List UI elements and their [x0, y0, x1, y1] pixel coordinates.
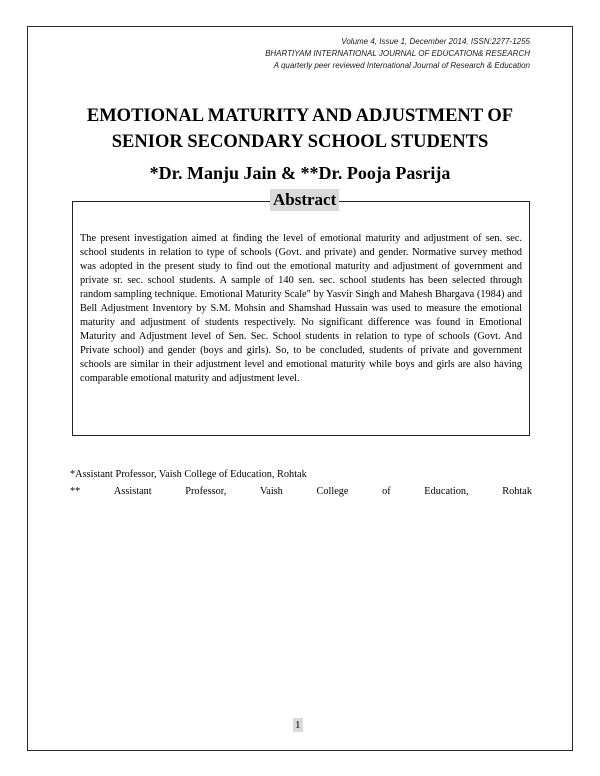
footnote-first-author: *Assistant Professor, Vaish College of Education, Rohtak	[70, 469, 307, 480]
header-journal-description: A quarterly peer reviewed International Journal of Research & Education	[273, 61, 530, 70]
journal-header	[110, 36, 530, 72]
page-number: 1	[295, 719, 301, 731]
footnote-word: Education,	[424, 486, 469, 497]
paper-title-line-1: EMOTIONAL MATURITY AND ADJUSTMENT OF	[86, 106, 514, 126]
footnote-word: **	[70, 486, 81, 497]
footnote-word: College	[316, 486, 349, 497]
paper-authors: *Dr. Manju Jain & **Dr. Pooja Pasrija	[149, 163, 451, 183]
footnote-second-author	[70, 485, 532, 499]
paper-title-line-2: SENIOR SECONDARY SCHOOL STUDENTS	[111, 132, 489, 152]
footnote-word: Assistant	[113, 486, 152, 497]
header-volume-line: Volume 4, Issue 1, December 2014, ISSN:2277-1255	[341, 37, 530, 46]
abstract-text: The present investigation aimed at finding the level of emotional maturity and adjustment of sen. sec. school students in relation to type of schools (Govt. and private) and gender. Normative survey method was adopted in the present study to find out the emotional maturity and adjustment of government and private sr. sec. school students. A sample of 140 sen. sec. school students has been selected through random sampling technique. Emotional Maturity Scale" by Yasvir Singh and Mahesh Bhargava (1984) and Bell Adjustment Inventory by S.M. Mohsin and Shamshad Hussain was used to measure the emotional maturity and adjustment of students respectively. No significant difference was found in Emotional Maturity and Adjustment level of Sen. Sec. School students in relation to type of schools (Govt. And Private school) and gender (boys and girls). So, to be concluded, students of private and government schools are similar in their adjustment level and emotional maturity while boys and girls are also having comparable emotional maturity and adjustment level.	[80, 233, 522, 384]
abstract-heading: Abstract	[270, 189, 339, 211]
header-journal-name: BHARTIYAM INTERNATIONAL JOURNAL OF EDUCATION& RESEARCH	[265, 49, 530, 58]
footnote-word: Professor,	[185, 486, 227, 497]
footnote-word: of	[382, 486, 391, 497]
footnote-word: Vaish	[259, 486, 283, 497]
footnote-word: Rohtak	[502, 486, 532, 497]
